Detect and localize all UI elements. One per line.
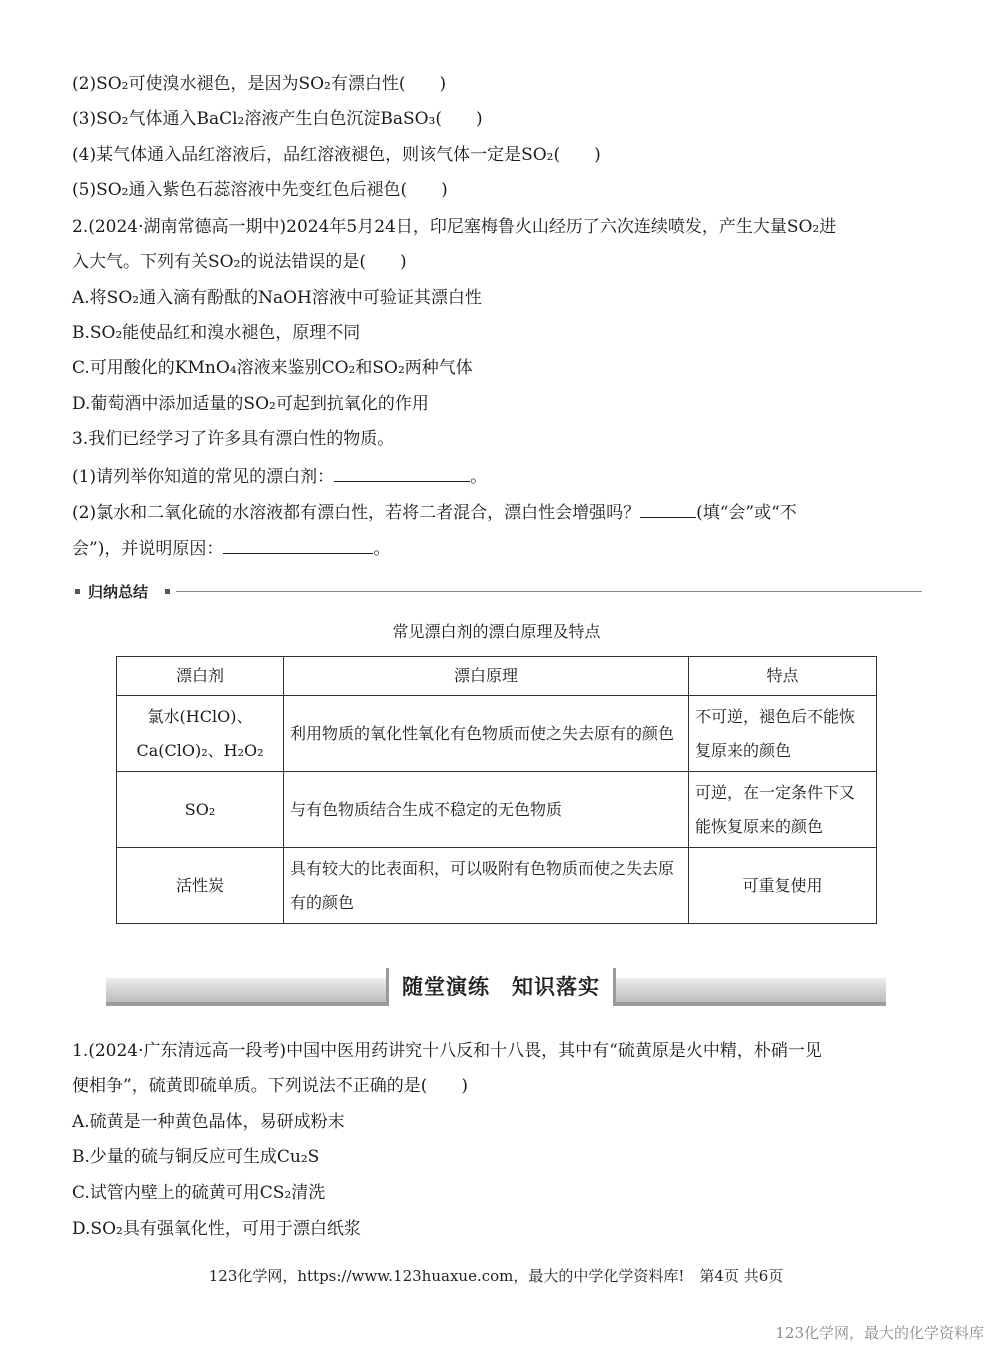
cell-feature: 不可逆，褪色后不能恢复原来的颜色	[689, 696, 877, 772]
p1-option-b: B.少量的硫与铜反应可生成Cu₂S	[72, 1147, 320, 1167]
table-header-row	[117, 657, 877, 696]
agent-line1: 氯水(HClO)、	[147, 706, 253, 726]
page-footer: 123化学网，https://www.123huaxue.com，最大的中学化学资料库! 第4页 共6页	[208, 1267, 784, 1285]
banner-title: 随堂演练 知识落实	[402, 975, 600, 999]
q3-part2-line2	[72, 537, 922, 559]
cell-agent	[117, 696, 284, 772]
q3-part1	[72, 465, 922, 487]
q3-part2-answer-blank[interactable]	[640, 501, 696, 518]
summary-label: 归纳总结	[88, 583, 149, 601]
p1-option-a: A.硫黄是一种黄色晶体，易研成粉末	[72, 1112, 345, 1132]
q3-reason-suffix: 。	[373, 539, 391, 559]
p1-option-d: D.SO₂具有强氧化性，可用于漂白纸浆	[72, 1219, 361, 1239]
summary-divider	[176, 591, 922, 592]
header-principle: 漂白原理	[284, 657, 689, 696]
q3-stem: 3.我们已经学习了许多具有漂白性的物质。	[72, 429, 395, 449]
table-title: 常见漂白剂的漂白原理及特点	[392, 622, 601, 641]
q1-item-2: (2)SO₂可使溴水褪色，是因为SO₂有漂白性( )	[72, 74, 447, 94]
q3-part2-prefix: (2)氯水和二氧化硫的水溶液都有漂白性，若将二者混合，漂白性会增强吗？	[72, 503, 641, 523]
summary-header	[72, 582, 922, 602]
q3-reason-answer-blank[interactable]	[223, 537, 373, 554]
q2-option-d: D.葡萄酒中添加适量的SO₂可起到抗氧化的作用	[72, 394, 429, 414]
header-feature: 特点	[689, 657, 877, 696]
cell-agent: 活性炭	[117, 848, 284, 924]
table-row	[117, 772, 877, 848]
bullet-square-icon	[165, 589, 170, 594]
q3-part1-prefix: (1)请列举你知道的常见的漂白剂：	[72, 467, 335, 487]
section-banner	[106, 968, 886, 1014]
q2-stem-line2: 入大气。下列有关SO₂的说法错误的是( )	[72, 252, 407, 272]
q1-item-4: (4)某气体通入品红溶液后，品红溶液褪色，则该气体一定是SO₂( )	[72, 145, 601, 165]
q1-item-3: (3)SO₂气体通入BaCl₂溶液产生白色沉淀BaSO₃( )	[72, 109, 483, 129]
cell-agent: SO₂	[117, 772, 284, 848]
q3-part2-line1	[72, 501, 922, 523]
cell-feature: 可逆，在一定条件下又能恢复原来的颜色	[689, 772, 877, 848]
bullet-square-icon	[75, 589, 80, 594]
bleach-table	[116, 656, 877, 924]
q3-part1-answer-blank[interactable]	[334, 465, 470, 482]
p1-stem-line1: 1.(2024·广东清远高一段考)中国中医用药讲究十八反和十八畏，其中有“硫黄原是火中精，朴硝一见	[72, 1041, 822, 1061]
table-row	[117, 848, 877, 924]
p1-stem-line2: 便相争”，硫黄即硫单质。下列说法不正确的是( )	[72, 1076, 468, 1096]
q3-reason-prefix: 会”)，并说明原因：	[72, 539, 224, 559]
cell-principle: 具有较大的比表面积，可以吸附有色物质而使之失去原有的颜色	[284, 848, 689, 924]
header-agent: 漂白剂	[117, 657, 284, 696]
q2-option-c: C.可用酸化的KMnO₄溶液来鉴别CO₂和SO₂两种气体	[72, 358, 473, 378]
q3-part1-suffix: 。	[470, 467, 488, 487]
table-row	[117, 696, 877, 772]
cell-principle: 与有色物质结合生成不稳定的无色物质	[284, 772, 689, 848]
cell-feature: 可重复使用	[689, 848, 877, 924]
q2-stem-line1: 2.(2024·湖南常德高一期中)2024年5月24日，印尼塞梅鲁火山经历了六次连续喷发，产生大量SO₂进	[72, 217, 837, 237]
agent-line2: Ca(ClO)₂、H₂O₂	[136, 740, 264, 760]
p1-option-c: C.试管内壁上的硫黄可用CS₂清洗	[72, 1183, 326, 1203]
q1-item-5: (5)SO₂通入紫色石蕊溶液中先变红色后褪色( )	[72, 180, 448, 200]
cell-principle: 利用物质的氧化性氧化有色物质而使之失去原有的颜色	[284, 696, 689, 772]
q2-option-b: B.SO₂能使品红和溴水褪色，原理不同	[72, 323, 361, 343]
q3-part2-suffix: (填“会”或“不	[696, 503, 797, 523]
watermark: 123化学网，最大的化学资料库	[775, 1324, 984, 1342]
q2-option-a: A.将SO₂通入滴有酚酞的NaOH溶液中可验证其漂白性	[72, 288, 482, 308]
